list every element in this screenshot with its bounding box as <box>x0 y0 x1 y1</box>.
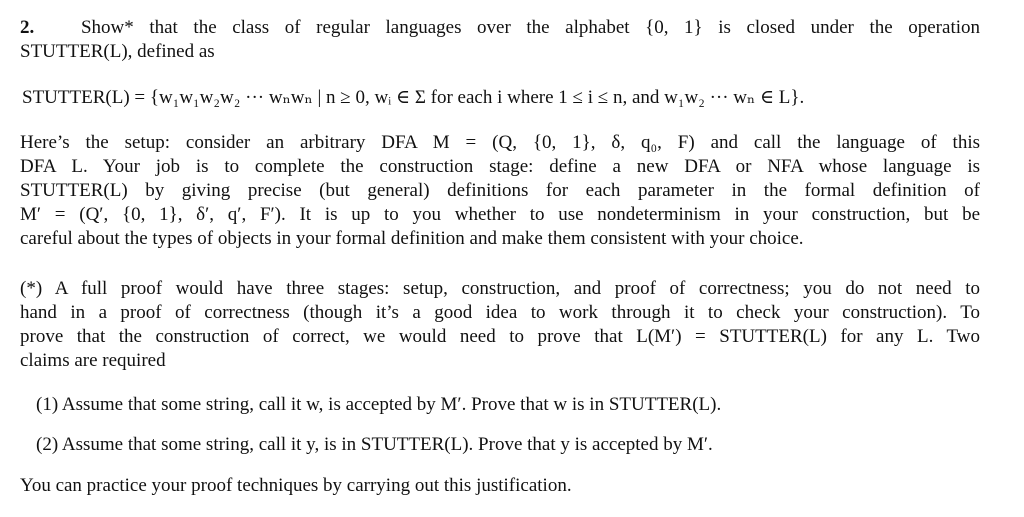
problem-intro-line-2: STUTTER(L), defined as <box>20 41 215 62</box>
setup-line-4: M′ = (Q′, {0, 1}, δ′, q′, F′). It is up to you whether to use nondeterminism in your construction, but be <box>20 204 980 225</box>
problem-intro-text: Show* that the class of regular languages over the alphabet {0, 1} is closed under the operation <box>80 17 980 38</box>
note-line-1: (*) A full proof would have three stages: setup, construction, and proof of correctness; you do not need to <box>20 278 980 299</box>
note-line-4: claims are required <box>20 350 166 371</box>
note-line-3: prove that the construction of correct, we would need to prove that L(M′) = STUTTER(L) for any L. Two <box>20 326 980 347</box>
stutter-definition: STUTTER(L) = {w₁w₁w₂w₂ ··· wₙwₙ | n ≥ 0, wᵢ ∈ Σ for each i where 1 ≤ i ≤ n, and w₁w₂ ··· wₙ ∈ L}. <box>22 87 805 108</box>
problem-intro-line-1 <box>20 16 980 40</box>
note-line-2: hand in a proof of correctness (though it’s a good idea to work through it to check your construction). To <box>20 302 980 323</box>
setup-line-1: Here’s the setup: consider an arbitrary DFA M = (Q, {0, 1}, δ, q₀, F) and call the language of this <box>20 132 980 153</box>
claim-1: (1) Assume that some string, call it w, is accepted by M′. Prove that w is in STUTTER(L). <box>36 394 722 415</box>
problem-number: 2. <box>20 17 35 38</box>
setup-line-2: DFA L. Your job is to complete the construction stage: define a new DFA or NFA whose language is <box>20 156 980 177</box>
setup-line-3: STUTTER(L) by giving precise (but general) definitions for each parameter in the formal definition of <box>20 180 980 201</box>
closing-text: You can practice your proof techniques by carrying out this justification. <box>20 475 572 496</box>
claim-2: (2) Assume that some string, call it y, is in STUTTER(L). Prove that y is accepted by M′. <box>36 434 713 455</box>
setup-line-5: careful about the types of objects in your formal definition and make them consistent with your choice. <box>20 228 804 249</box>
